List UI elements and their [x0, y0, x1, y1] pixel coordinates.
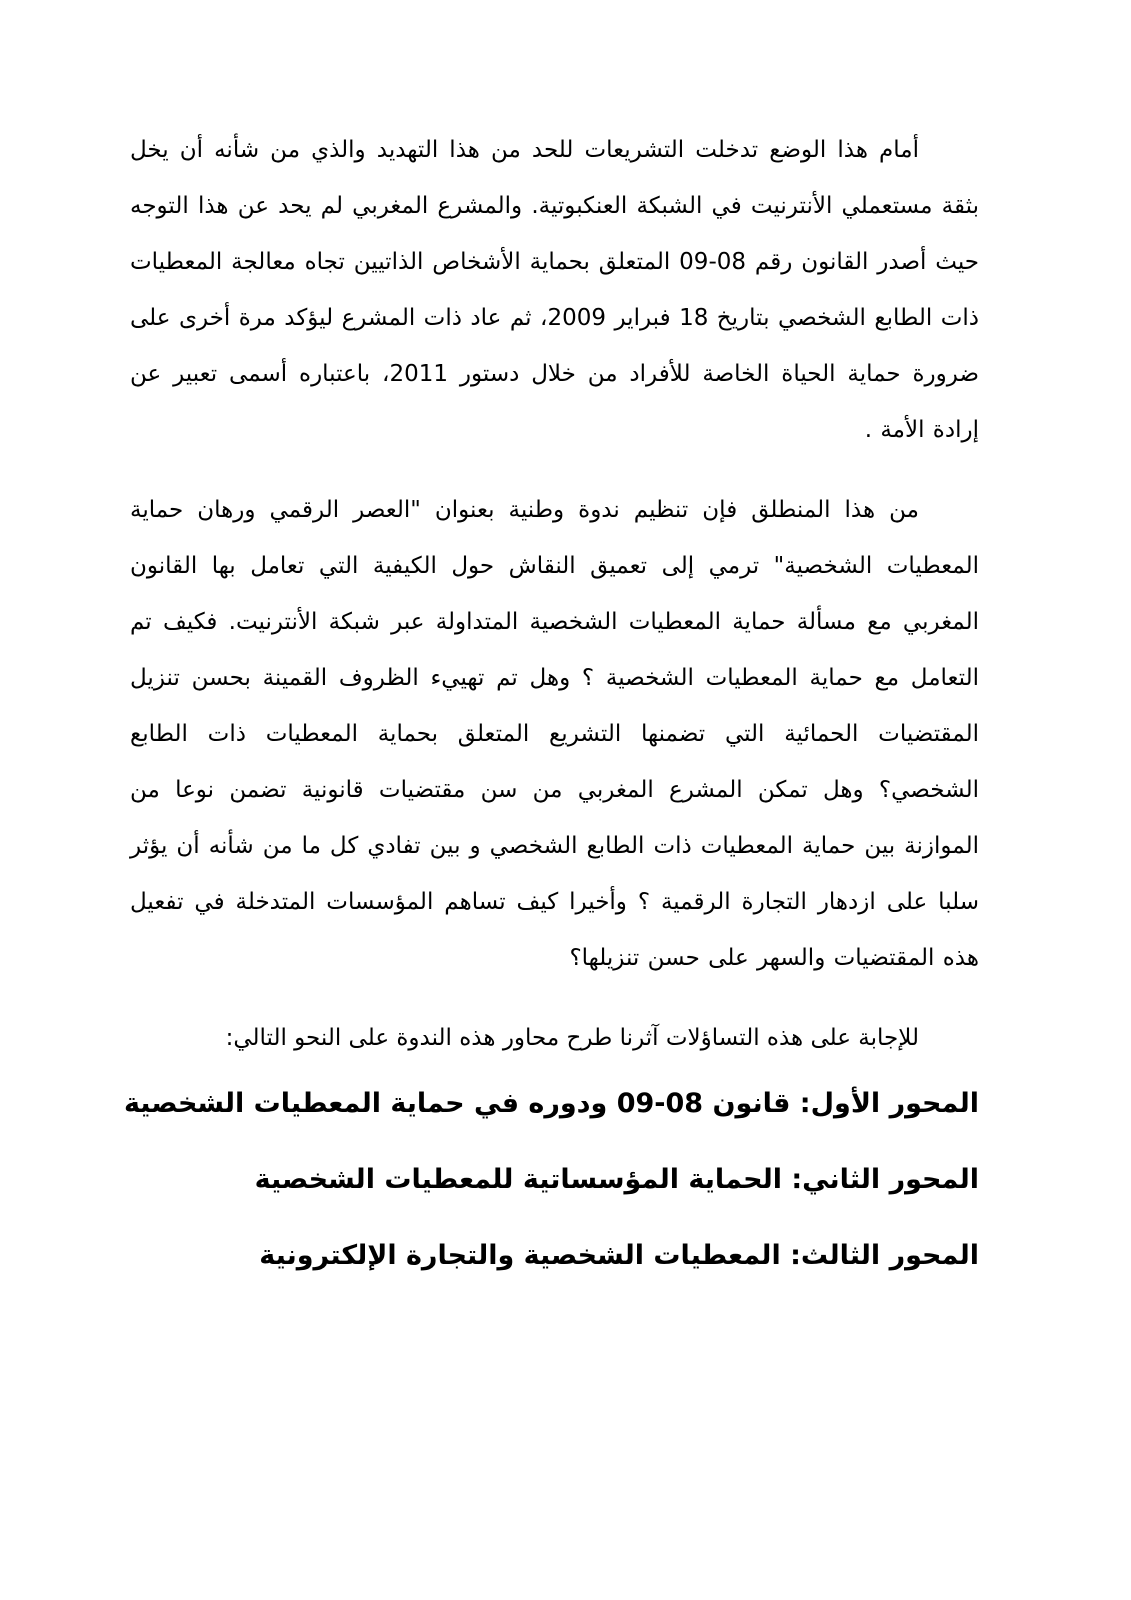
axes-list	[123, 1074, 979, 1286]
paragraph-legislation: أمام هذا الوضع تدخلت التشريعات للحد من هذا التهديد والذي من شأنه أن يخل بثقة مستعملي الأنترنيت في الشبكة العنكبوتية. والمشرع المغربي لم يحد عن هذا التوجه حيث أصدر القانون رقم 08-09 المتعلق بحماية الأشخاص الذاتيين تجاه معالجة المعطيات ذات الطابع الشخصي بتاريخ 18 فبراير 2009، ثم عاد ذات المشرع ليؤكد مرة أخرى على ضرورة حماية الحياة الخاصة للأفراد من خلال دستور 2011، باعتباره أسمى تعبير عن إرادة الأمة .	[130, 137, 979, 443]
paragraph-symposium: من هذا المنطلق فإن تنظيم ندوة وطنية بعنوان "العصر الرقمي ورهان حماية المعطيات الشخصية" ترمي إلى تعميق النقاش حول الكيفية التي تعامل بها القانون المغربي مع مسألة حماية المعطيات الشخصية المتداولة عبر شبكة الأنترنيت. فكيف تم التعامل مع حماية المعطيات الشخصية ؟ وهل تم تهييء الظروف القمينة بحسن تنزيل المقتضيات الحمائية التي تضمنها التشريع المتعلق بحماية المعطيات ذات الطابع الشخصي؟ وهل تمكن المشرع المغربي من سن مقتضيات قانونية تضمن نوعا من الموازنة بين حماية المعطيات ذات الطابع الشخصي و بين تفادي كل ما من شأنه أن يؤثر سلبا على ازدهار التجارة الرقمية ؟ وأخيرا كيف تساهم المؤسسات المتدخلة في تفعيل هذه المقتضيات والسهر على حسن تنزيلها؟	[130, 497, 979, 971]
document-body	[123, 122, 979, 1302]
axis-item-third: المحور الثالث: المعطيات الشخصية والتجارة الإلكترونية	[259, 1240, 979, 1271]
axis-item-first: المحور الأول: قانون 08-09 ودوره في حماية المعطيات الشخصية	[123, 1088, 979, 1119]
axis-item-second: المحور الثاني: الحماية المؤسساتية للمعطيات الشخصية	[254, 1164, 979, 1195]
axes-intro: للإجابة على هذه التساؤلات آثرنا طرح محاور هذه الندوة على النحو التالي:	[225, 1025, 919, 1051]
